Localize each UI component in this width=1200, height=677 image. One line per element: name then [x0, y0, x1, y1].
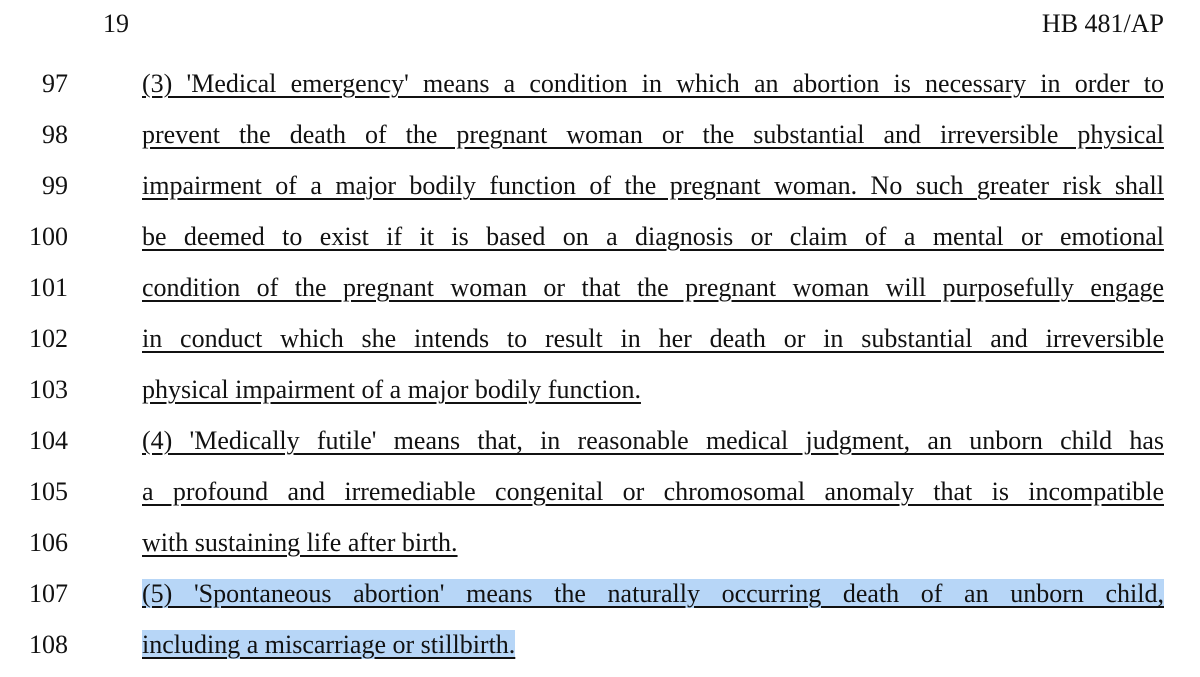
underlined-inserted-text: prevent the death of the pregnant woman or the substantial and irreversible physical — [142, 120, 1164, 149]
line-number: 103 — [29, 375, 68, 404]
line-number: 100 — [29, 222, 68, 251]
highlighted-line-text[interactable] — [142, 574, 1164, 614]
line-text[interactable] — [142, 472, 1164, 512]
bill-line — [0, 625, 1200, 676]
bill-line — [0, 268, 1200, 319]
page-header — [0, 8, 1200, 40]
bill-line — [0, 64, 1200, 115]
underlined-inserted-text: in conduct which she intends to result in her death or in substantial and irreversible — [142, 324, 1164, 353]
line-text[interactable] — [142, 64, 1164, 104]
highlighted-line-text[interactable] — [142, 625, 1164, 665]
bill-line — [0, 574, 1200, 625]
bill-line — [0, 217, 1200, 268]
line-text[interactable] — [142, 268, 1164, 308]
line-text[interactable] — [142, 523, 1164, 563]
underlined-inserted-text: condition of the pregnant woman or that the pregnant woman will purposefully engage — [142, 273, 1164, 302]
line-number: 104 — [29, 426, 68, 455]
line-number: 108 — [29, 630, 68, 659]
line-number: 97 — [42, 69, 68, 98]
line-number: 102 — [29, 324, 68, 353]
line-text[interactable] — [142, 115, 1164, 155]
underlined-inserted-text: with sustaining life after birth. — [142, 528, 458, 557]
bill-line — [0, 319, 1200, 370]
underlined-inserted-text: (4) 'Medically futile' means that, in reasonable medical judgment, an unborn child has — [142, 426, 1164, 455]
line-text[interactable] — [142, 166, 1164, 206]
line-number: 105 — [29, 477, 68, 506]
line-text[interactable] — [142, 370, 1164, 410]
underlined-inserted-text: (3) 'Medical emergency' means a condition in which an abortion is necessary in order to — [142, 69, 1164, 98]
bill-line — [0, 523, 1200, 574]
line-text[interactable] — [142, 319, 1164, 359]
underlined-inserted-text: (5) 'Spontaneous abortion' means the naturally occurring death of an unborn child, — [142, 579, 1164, 608]
bill-line — [0, 115, 1200, 166]
bill-line — [0, 166, 1200, 217]
bill-line — [0, 370, 1200, 421]
page-number: 19 — [103, 9, 129, 38]
underlined-inserted-text: physical impairment of a major bodily function. — [142, 375, 641, 404]
underlined-inserted-text: impairment of a major bodily function of the pregnant woman. No such greater risk shall — [142, 171, 1164, 200]
bill-line — [0, 421, 1200, 472]
line-number: 99 — [42, 171, 68, 200]
line-text[interactable] — [142, 217, 1164, 257]
line-number: 106 — [29, 528, 68, 557]
bill-line — [0, 472, 1200, 523]
underlined-inserted-text: a profound and irremediable congenital or chromosomal anomaly that is incompatible — [142, 477, 1164, 506]
document-id: HB 481/AP — [1041, 9, 1164, 38]
underlined-inserted-text: be deemed to exist if it is based on a diagnosis or claim of a mental or emotional — [142, 222, 1164, 251]
line-number: 107 — [29, 579, 68, 608]
line-number: 98 — [42, 120, 68, 149]
line-number: 101 — [29, 273, 68, 302]
underlined-inserted-text: including a miscarriage or stillbirth. — [142, 630, 516, 659]
line-text[interactable] — [142, 421, 1164, 461]
bill-text-lines — [0, 64, 1200, 676]
